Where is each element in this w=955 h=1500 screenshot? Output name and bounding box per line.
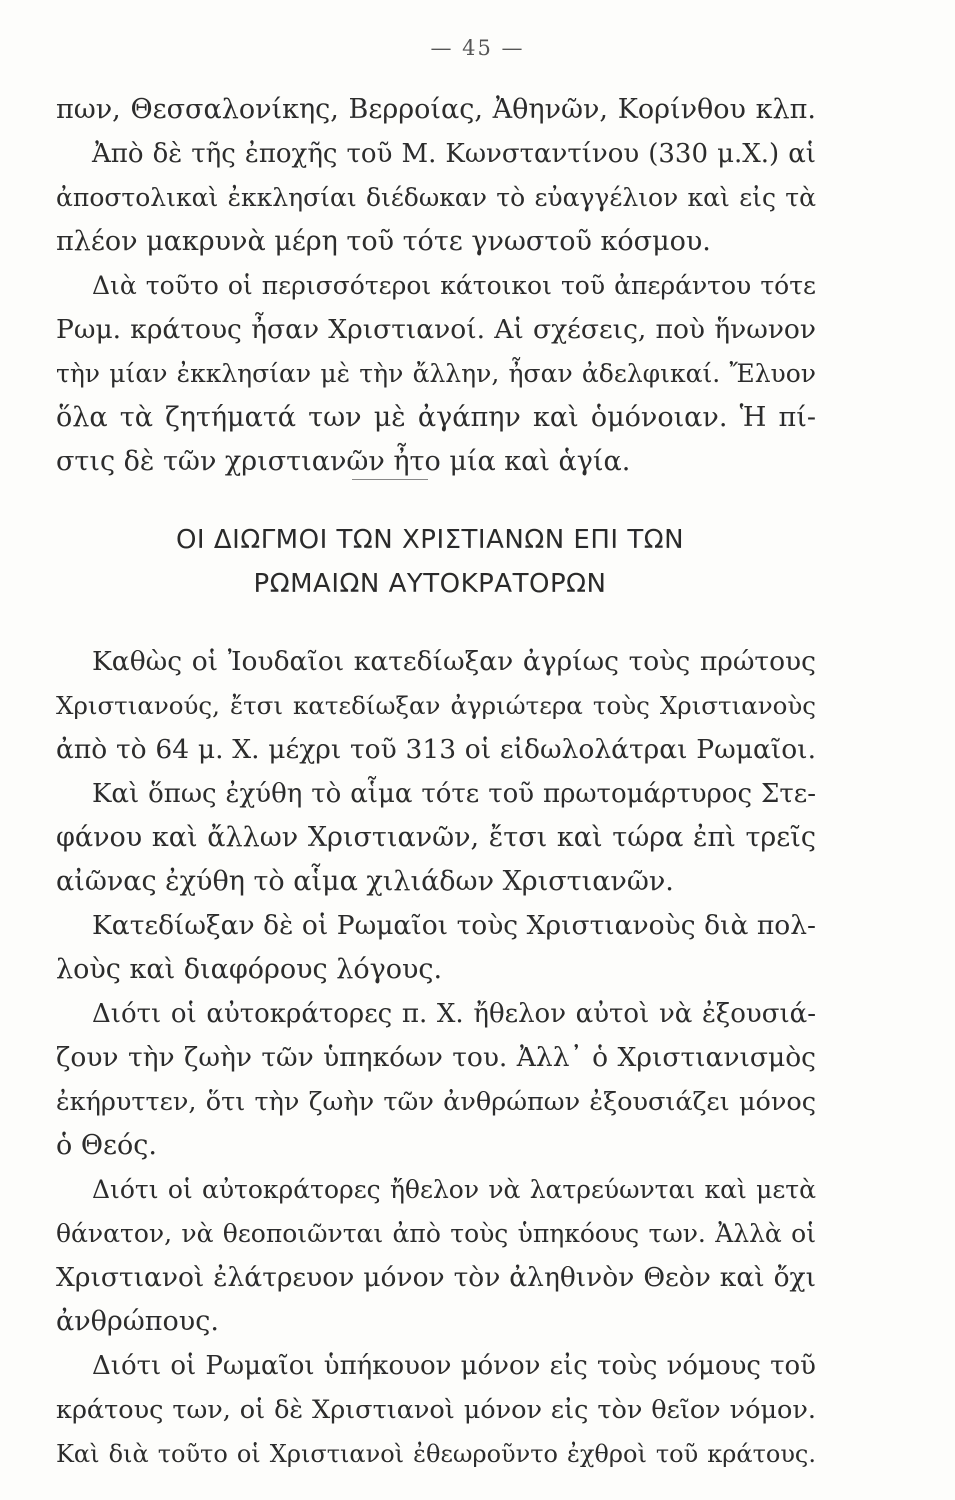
section-heading bbox=[100, 518, 760, 606]
text-line: θάνατον, νὰ θεοποιῶνται ἀπὸ τοὺς ὑπηκόους των. Ἀλλὰ οἱ bbox=[56, 1219, 816, 1248]
section-body bbox=[56, 640, 816, 1476]
text-line: Χριστιανοὶ ἐλάτρευον μόνον τὸν ἀληθινὸν Θεὸν καὶ ὄχι bbox=[56, 1262, 816, 1293]
text-line: Χριστιανούς, ἔτσι κατεδίωξαν ἀγριώτερα τοὺς Χριστιανοὺς bbox=[56, 691, 816, 720]
text-line: πων, Θεσσαλονίκης, Βερροίας, Ἀθηνῶν, Κορίνθου κλπ. bbox=[56, 94, 816, 125]
text-line: Κατεδίωξαν δὲ οἱ Ρωμαῖοι τοὺς Χριστιανοὺς διὰ πολ- bbox=[92, 910, 816, 941]
text-line: Καὶ διὰ τοῦτο οἱ Χριστιανοὶ ἐθεωροῦντο ἐχθροὶ τοῦ κράτους. bbox=[56, 1440, 816, 1468]
page-number: — 45 — bbox=[430, 36, 525, 60]
text-line: ἀπὸ τὸ 64 μ. Χ. μέχρι τοῦ 313 οἱ εἰδωλολάτραι Ρωμαῖοι. bbox=[56, 734, 816, 765]
heading-line-2: ΡΩΜΑΙΩΝ ΑΥΤΟΚΡΑΤΟΡΩΝ bbox=[253, 569, 607, 599]
text-line: Ἀπὸ δὲ τῆς ἐποχῆς τοῦ Μ. Κωνσταντίνου (330 μ.Χ.) αἱ bbox=[92, 139, 816, 169]
text-line: Καὶ ὅπως ἐχύθη τὸ αἷμα τότε τοῦ πρωτομάρτυρος Στε- bbox=[92, 779, 816, 809]
heading-line-1: ΟΙ ΔΙΩΓΜΟΙ ΤΩΝ ΧΡΙΣΤΙΑΝΩΝ ΕΠΙ ΤΩΝ bbox=[175, 525, 685, 555]
text-line: αἰῶνας ἐχύθη τὸ αἷμα χιλιάδων Χριστιανῶν. bbox=[56, 866, 674, 897]
text-line: φάνου καὶ ἄλλων Χριστιανῶν, ἔτσι καὶ τώρα ἐπὶ τρεῖς bbox=[56, 822, 816, 853]
text-line: ζουν τὴν ζωὴν τῶν ὑπηκόων του. Ἀλλ᾽ ὁ Χριστιανισμὸς bbox=[56, 1042, 816, 1073]
text-line: τὴν μίαν ἐκκλησίαν μὲ τὴν ἄλλην, ἦσαν ἀδελφικαί. Ἔλυον bbox=[56, 359, 816, 388]
text-line: λοὺς καὶ διαφόρους λόγους. bbox=[56, 954, 443, 985]
intro-text bbox=[56, 88, 816, 484]
text-line: κράτους των, οἱ δὲ Χριστιανοὶ μόνον εἰς τὸν θεῖον νόμον. bbox=[56, 1395, 816, 1425]
text-line: πλέον μακρυνὰ μέρη τοῦ τότε γνωστοῦ κόσμου. bbox=[56, 226, 711, 257]
text-line: Διὰ τοῦτο οἱ περισσότεροι κάτοικοι τοῦ ἀπεράντου τότε bbox=[92, 271, 816, 300]
text-line: Διότι οἱ Ρωμαῖοι ὑπήκουον μόνον εἰς τοὺς νόμους τοῦ bbox=[92, 1351, 816, 1381]
text-line: ἐκήρυττεν, ὅτι τὴν ζωὴν τῶν ἀνθρώπων ἐξουσιάζει μόνος bbox=[56, 1087, 816, 1117]
text-line: Διότι οἱ αὐτοκράτορες ἤθελον νὰ λατρεύωνται καὶ μετὰ bbox=[92, 1175, 816, 1204]
text-line: Διότι οἱ αὐτοκράτορες π. Χ. ἤθελον αὐτοὶ νὰ ἐξουσιά- bbox=[92, 999, 816, 1029]
text-line: Καθὼς οἱ Ἰουδαῖοι κατεδίωξαν ἀγρίως τοὺς πρώτους bbox=[92, 646, 816, 677]
text-line: ὅλα τὰ ζητήματά των μὲ ἀγάπην καὶ ὁμόνοιαν. Ἡ πί- bbox=[56, 402, 816, 433]
text-line: ἀποστολικαὶ ἐκκλησίαι διέδωκαν τὸ εὐαγγέλιον καὶ εἰς τὰ bbox=[56, 183, 816, 212]
text-line: ἀνθρώπους. bbox=[56, 1306, 219, 1337]
text-line: στις δὲ τῶν χριστιανῶν ἦτο μία καὶ ἁγία. bbox=[56, 446, 631, 477]
section-divider bbox=[352, 479, 428, 480]
text-line: ὁ Θεός. bbox=[56, 1130, 157, 1161]
text-line: Ρωμ. κράτους ἦσαν Χριστιανοί. Αἱ σχέσεις, ποὺ ἥνωνον bbox=[56, 314, 816, 345]
